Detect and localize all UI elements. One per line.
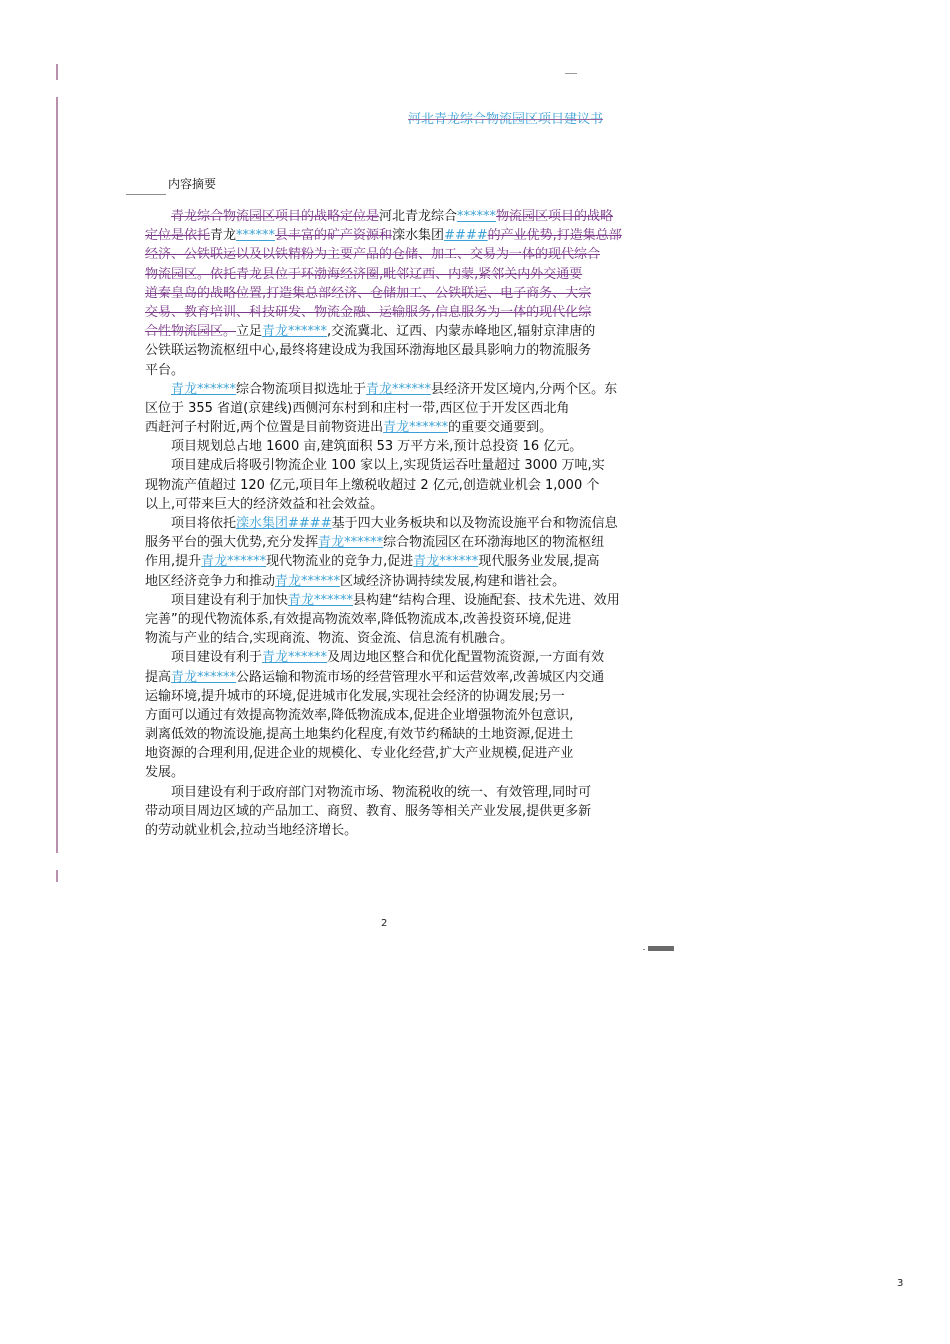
text-run: 剥离低效的物流设施,提高土地集约化程度,有效节约稀缺的土地资源,促进土 (145, 727, 574, 743)
deleted-text: 经济、公铁联运以及以铁精粉为主要产品的仓储、加工、交易为一体的现代综合 (145, 247, 601, 263)
text-line (145, 437, 642, 456)
text-line (145, 783, 642, 802)
text-line (145, 456, 642, 475)
text-run: 县构建“结构合理、设施配套、技术先进、效用 (353, 592, 620, 608)
inserted-text: 青龙****** (383, 420, 449, 436)
inserted-text: 滦水集团#### (236, 516, 332, 531)
deleted-text: 物流园区。依托青龙县位于环渤海经济圈,毗邻辽西、内蒙,紧邻关内外交通要 (145, 266, 583, 282)
text-run: 青龙 (210, 228, 237, 244)
deleted-text: 交易、教育培训、科技研发、物流金融、运输服务,信息服务为一体的现代化综 (145, 304, 592, 320)
text-run: 县经济开发区境内,分两个区。东 (431, 381, 618, 397)
text-run: 发展。 (145, 765, 185, 781)
inserted-text: 青龙****** (366, 381, 432, 397)
revision-bar-main (56, 97, 58, 853)
text-line (145, 668, 642, 687)
text-run: 项目建设有利于加快 (171, 592, 289, 608)
deleted-text: 县丰富的矿产资源和 (275, 228, 393, 244)
document-title: 河北青龙综合物流园区项目建议书 (408, 112, 604, 127)
text-line (145, 322, 642, 341)
section-heading-rule (126, 194, 166, 195)
deleted-text: 合性物流园区。 (145, 324, 237, 340)
deleted-text: 物流园区项目的战略 (496, 209, 614, 224)
text-line (145, 341, 642, 360)
text-line (145, 495, 642, 514)
inserted-text: 青龙****** (318, 535, 384, 551)
text-line (145, 245, 642, 264)
inserted-text: 青龙****** (288, 592, 354, 608)
text-line (145, 552, 642, 571)
text-line (145, 303, 642, 322)
text-run: 服务平台的强大优势,充分发挥 (145, 535, 319, 551)
text-line (145, 226, 642, 245)
text-line (145, 687, 642, 706)
deleted-text: 道秦皇岛的战略位置,打造集总部经济、仓储加工、公铁联运、电子商务、大宗 (145, 285, 592, 301)
text-line (145, 610, 642, 629)
text-run: 项目建成后将吸引物流企业 100 家以上,实现货运吞吐量超过 3000 万吨,实 (171, 458, 605, 474)
text-run: 及周边地区整合和优化配置物流资源,一方面有效 (327, 650, 605, 666)
text-run: 提高 (145, 669, 172, 685)
text-run: ,交流冀北、辽西、内蒙赤峰地区,辐射京津唐的 (327, 324, 596, 340)
text-line (145, 591, 642, 610)
text-run: 方面可以通过有效提高物流效率,降低物流成本,促进企业增强物流外包意识, (145, 707, 574, 723)
text-run: 现代物流业的竞争力,促进 (266, 554, 414, 570)
deleted-text: 的产业优势,打造集总部 (487, 228, 622, 244)
inserted-text: 青龙****** (171, 381, 237, 397)
text-line (145, 706, 642, 725)
text-run: 地资源的合理利用,促进企业的规模化、专业化经营,扩大产业规模,促进产业 (145, 746, 574, 762)
text-run: 公路运输和物流市场的经营管理水平和运营效率,改善城区内交通 (236, 669, 605, 685)
text-run: 基于四大业务板块和以及物流设施平台和物流信息 (331, 516, 618, 531)
text-run: 现物流产值超过 120 亿元,项目年上缴税收超过 2 亿元,创造就业机会 1,000 个 (145, 477, 600, 493)
text-run: 滦水集团 (392, 228, 445, 244)
text-run: 项目将依托 (171, 516, 237, 531)
text-run: 以上,可带来巨大的经济效益和社会效益。 (145, 496, 384, 512)
text-run: 公铁联运物流枢纽中心,最终将建设成为我国环渤海地区最具影响力的物流服务 (145, 343, 592, 359)
inserted-text: ****** (457, 209, 497, 224)
text-line (145, 763, 642, 782)
text-run: 运输环境,提升城市的环境,促进城市化发展,实现社会经济的协调发展;另一 (145, 688, 565, 704)
page-number-corner: 3 (897, 1278, 904, 1289)
inserted-text: 青龙****** (262, 650, 328, 666)
text-run: 区位于 355 省道(京建线)西侧河东村到和庄村一带,西区位于开发区西北角 (145, 400, 570, 416)
inserted-text: ****** (236, 228, 276, 244)
text-run: 立足 (236, 324, 263, 340)
text-run: 综合物流园区在环渤海地区的物流枢纽 (383, 535, 605, 551)
revision-bar-top (56, 64, 58, 80)
text-line (145, 418, 642, 437)
text-run: 区域经济协调持续发展,构建和谐社会。 (340, 573, 566, 589)
text-line (145, 744, 642, 763)
text-line (145, 725, 642, 744)
footer-mark (648, 946, 674, 951)
text-line (145, 629, 642, 648)
text-line (145, 648, 642, 667)
text-run: 平台。 (145, 362, 185, 378)
inserted-text: 青龙****** (201, 554, 267, 570)
text-line (145, 284, 642, 303)
text-run: 项目建设有利于政府部门对物流市场、物流税收的统一、有效管理,同时可 (171, 784, 592, 800)
text-line (145, 821, 642, 840)
inserted-text: #### (444, 228, 488, 244)
text-run: 带动项目周边区域的产品加工、商贸、教育、服务等相关产业发展,提供更多新 (145, 803, 592, 819)
text-run: 河北青龙综合 (379, 209, 458, 224)
text-run: 西赶河子村附近,两个位置是目前物资进出 (145, 420, 384, 436)
text-run: 地区经济竞争力和推动 (145, 573, 276, 589)
text-run: 物流与产业的结合,实现商流、物流、资金流、信息流有机融合。 (145, 631, 514, 647)
document-body (145, 207, 642, 840)
text-line (145, 207, 642, 226)
text-run: 项目规划总占地 1600 亩,建筑面积 53 万平方米,预计总投资 16 亿元。 (171, 439, 583, 455)
text-run: 综合物流项目拟选址于 (236, 381, 367, 397)
inserted-text: 青龙****** (275, 573, 341, 589)
text-run: 现代服务业发展,提高 (478, 554, 600, 570)
text-run: 的劳动就业机会,拉动当地经济增长。 (145, 823, 358, 838)
revision-bar-bottom (56, 870, 58, 882)
text-line (145, 533, 642, 552)
deleted-text: 青龙综合物流园区项目的战略定位是 (171, 209, 380, 224)
text-line (145, 399, 642, 418)
deleted-text: 定位是依托 (145, 228, 211, 244)
text-run: 完善”的现代物流体系,有效提高物流效率,降低物流成本,改善投资环境,促进 (145, 611, 572, 627)
text-run: 作用,提升 (145, 554, 202, 570)
text-line (145, 265, 642, 284)
text-run: 的重要交通要到。 (448, 420, 553, 436)
text-line (145, 802, 642, 821)
text-line (145, 380, 642, 399)
section-heading: 内容摘要 (168, 177, 217, 191)
header-mark (565, 73, 577, 74)
page-number-center: 2 (381, 918, 388, 929)
text-line (145, 572, 642, 591)
text-run: 项目建设有利于 (171, 650, 263, 666)
footer-mark-dot (643, 949, 645, 950)
text-line (145, 476, 642, 495)
inserted-text: 青龙****** (413, 554, 479, 570)
inserted-text: 青龙****** (171, 669, 237, 685)
inserted-text: 青龙****** (262, 324, 328, 340)
text-line (145, 514, 642, 533)
text-line (145, 361, 642, 380)
